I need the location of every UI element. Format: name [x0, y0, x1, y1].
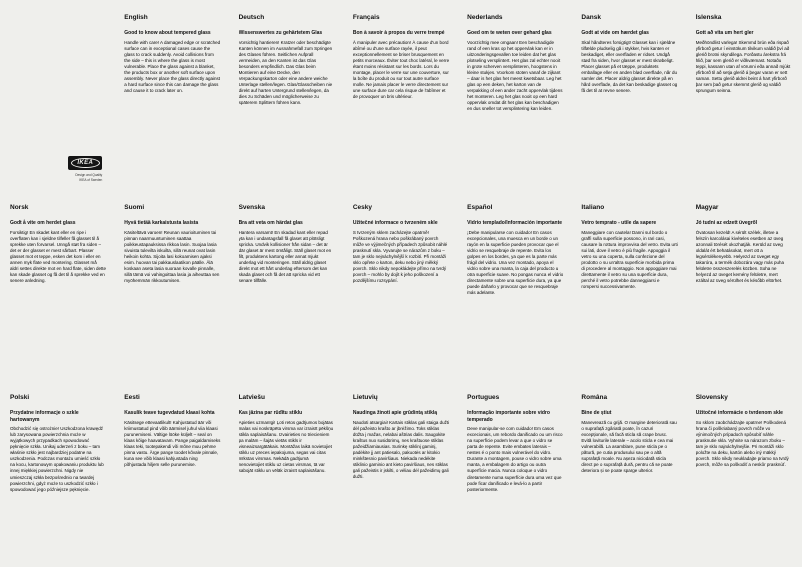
section-title: Bon à savoir à propos du verre trempé — [352, 30, 445, 36]
logo-subtext-line2: IKEA of Sweden — [79, 177, 103, 182]
section-title: Užitočné informácie o tvrdenom skle — [695, 410, 783, 416]
language-name: Dansk — [581, 14, 601, 21]
section-title: Bine de știut — [581, 410, 612, 416]
language-name: Español — [467, 204, 493, 211]
section-body: ¡Debe manipularse con cuidado! En casos excepcionales, una muesca en un borde o un rayón en la superficie pueden provocar que el vidrio se resquebraje de repente. Evita los golpes en los bordes, ya que es la parte más frágil del vidrio. Una vez montado, apoya el vidrio sobre una manta, la caja del producto u otra superficie suave. No pongas nunca el vidrio directamente sobre una superficie dura, ya que puede dañarlo y provocar que se resquebraje más adelante. — [467, 229, 564, 296]
language-name: Deutsch — [238, 14, 265, 21]
section-title: Užitečné informace o tvrzeném skle — [352, 220, 438, 226]
language-section-lietuviu — [353, 394, 449, 493]
language-section-svenska — [239, 204, 335, 394]
section-body: Handle with care! A damaged edge or scratched surface can in exceptional cases cause the glass to crack suddenly. Avoid collisions from the side – this is where the glass is most vulnerable. Place the glass against a blanket, the products box or another soft surface upon assembly. Never place the glass directly against a hard surface since this can damage the glass and cause it to crack later on. — [124, 39, 221, 93]
language-name: Nederlands — [467, 14, 503, 21]
ikea-logo-text: IKEA — [77, 160, 94, 167]
section-body: Käsitsege ettevaatlikult! Kahjustatud äär või kriimustatud pind võib äärmisel juhul viia klaasi purunemiseni. Vältige lööke küljelt – seal on klaas kõige haavatavam. Pange paigaldamiseks klaas teki, tootepakendi või mõne muu pehme pinna vastu. Ärge pange toodet kõvale pinnale, kuna see võib klaasi kahjustada ning põhjustada hiljem selle purunemise. — [124, 419, 221, 467]
language-section-portugues — [467, 394, 563, 493]
section-title: Jó tudni az edzett üvegről — [695, 220, 758, 226]
language-name: Magyar — [695, 204, 719, 211]
language-name: Portugues — [467, 394, 500, 401]
language-name: Româna — [581, 394, 608, 401]
language-section-cesky — [353, 204, 449, 394]
language-name: Suomi — [124, 204, 145, 211]
section-body: Voorzichtig mee omgaan! Een beschadigde rand of een kras op het oppervlak kan er in uitzonderingsgevallen toe leiden dat het glas plotseling versplintert. Het glas zal echter nooit in grote scherven versplinteren, hoogstens in kleine stukjes. Voorkom stoten vanaf de zijkant – daar is het glas het meest kwetsbaar. Leg het glas op een deken, het karton van de verpakking of een ander zacht oppervlak tijdens het monteren. Leg het glas nooit op een hard oppervlak omdat dit het glas kan beschadigen en dus sneller tot versplintering kan leiden. — [467, 39, 563, 112]
language-section-espanol — [467, 204, 563, 394]
language-name: Français — [352, 14, 380, 21]
language-grid — [10, 14, 792, 493]
section-body: Óvatosan kezeld! A sérült szélek, illetve a felszín karcolásai kivételes esetben az üveg azonnali törését okozhatják. Kerüld az üveg oldalát ért behatásokat, mert ott a legsérülékenyebb. Helyezd az üveget egy takaróra, a termék dobozára vagy más puha felületre összeszerelés közben. Soha ne helyezd az üveget kemény felületre, mert ezáltal az üveg sérülhet és később eltörhet. — [695, 229, 785, 283]
language-section-latviesu — [239, 394, 335, 493]
language-name: Slovensky — [695, 394, 728, 401]
language-section-slovensky — [696, 394, 792, 493]
section-body: Obchodzić się ostrożnie! Uszkodzona krawędź lub zarysowana powierzchnia może w wyjątkowych przypadkach spowodować pęknięcie szkła. Unikaj uderzeń z boku – tam właśnie szkło jest najbardziej podatne na uszkodzenia. Podczas montażu umieść szkło na kocu, kartonowym opakowaniu produktu lub innej miękkiej powierzchni. Nigdy nie umieszczaj szkła bezpośrednio na twardej powierzchni, gdyż może to uszkodzić szkło i spowodować jego późniejsze pęknięcie. — [10, 426, 104, 492]
language-section-deutsch — [239, 14, 335, 204]
section-body: S tvrzeným sklem zacházejte opatrně! Poškozená hrana nebo poškrábaný povrch může ve výjimečných případech způsobit náhlé prasknutí skla. Vyvarujte se nárazům z boku – tam je sklo nejnáchylnější k rozbití. Při montáži sklo opřete o karton, deku nebo jiný měkký povrch. Sklo nikdy nepokládejte přímo na tvrdý povrch – mohlo by dojít k jeho poškození a pozdějšímu rozsypání. — [352, 229, 448, 283]
language-section-nederlands — [467, 14, 563, 204]
section-title: Bra att veta om härdat glas — [238, 220, 303, 226]
language-section-islenska — [696, 14, 792, 204]
section-body: Forsiktig! En skadet kant eller en ripe i overflaten kan i sjeldne tilfeller få glasset til å sprekke uten forvarsel. Unngå støt fra siden – det er der glasset er mest sårbart. Plasser glasset mot et teppe, esken det kom i eller en annen myk flate ved montering. Glasset må aldri settes direkte mot en hard flate, siden dette kan skade glasset og få det til å sprekke ved en senere anledning. — [10, 229, 107, 283]
language-section-suomi — [124, 204, 220, 394]
language-section-polski — [10, 394, 106, 493]
section-body: Naudoti atsargiai! Kartais stiklas gali staiga dužti dėl pažeisto krašto ar įbrėžimo. Toks stiklas dūžta į mažas, nelabai aštrias dalis. Saugokite kraštus nuo susidūrimų, nes kraštuose stiklas pažeidžiamiausias. Surinkę stiklinį gaminį, padėkite jį ant patiesalo, pakuotės ar kitokio minkštesnio paviršiaus. Niekada nedėkite stiklinio gaminio ant kieto paviršiaus, nes stiklas gali pažeistis ir įskilti, o vėliau dėl pažeidimų gali dužti. — [352, 419, 450, 480]
section-body: Meðhöndlist varlega! Skemmd brún eða rispað yfirborð getur í einstökum tilvikum valdið því að glerið brotni skyndilega. Forðastu árekstra frá hlið, þar sem glerið er viðkvæmast. Notaðu teppi, kassann utan af vörunni eða annað mjúkt yfirborð til að setja glerið á þegar varan er sett saman. Settu glerið aldrei beint á hart yfirborð þar sem það getur skemmt glerið og valdið sprungum seinna. — [695, 39, 791, 93]
section-body: Käsiteltävä varoen! Reunan vaurioituminen tai pinnan naarmuuntuminen saattaa poikkeustapauksissa rikkoa lasin. Suojaa lasia sivuista tulevilta iskuilta, sillä reunat ovat lasin heikoin kohta. Sijoita lasi kokoamisen ajaksi esim. huovan tai pakkauslaatikon päälle. Älä koskaan aseta lasia suoraan kovalle pinnalle, sillä tämä voi vahingoittaa lasia ja aiheuttaa sen myöhemmän rikkoutumisen. — [124, 229, 220, 283]
language-name: Eesti — [124, 394, 140, 401]
language-section-magyar — [696, 204, 792, 394]
section-title: Naudinga žinoti apie grūdintą stiklą — [352, 410, 438, 416]
section-title: Vidrio templado/Información importante — [467, 220, 563, 226]
section-body: Skal håndteres forsigtigt! Glasset kan i sjældne tilfælde pludselig gå i stykker, hvis kanten er beskadiget, eller overfladen er ridset. Undgå stød fra siden, hvor glasset er mest skrøbeligt. Placer glasset på et tæppe, produktets emballage eller en anden blød overflade, når du samler det. Placer aldrig glasset direkte på en hård overflade, da det kan beskadige glasset og få det til at revne senere. — [581, 39, 678, 93]
section-body: Apieties uzmanīgi! Ļoti retos gadījumos bojātas malas vai noskrāpēta virsma var izraisīt pēkšņu stikla saplaisāšanu. Izvairieties no triecieniem pa malām – šajās vietās stikls ir visneaizsargātākais. Montāžas laikā novietojiet stiklu uz preces iepakojuma, segas vai citas mīkstas virsmas. Nekādā gadījumā nenovietojiet stiklu uz cietas virsmas, tā var sabojāt stiklu un vēlāk izraisīt saplaisāšanu. — [238, 419, 334, 473]
section-body: So sklom zaobchádzajte opatrne! Poškodená hrana či poškriabaný povrch môže vo výnimočných prípadoch spôsobiť náhle prasknutie skla. Vyhnite sa nárazom zboku – tam je sklo najnáchylnejšie. Pri montáži sklo položte na deku, kartón alebo iný mäkký povrch. Sklo nikdy neukladajte priamo na tvrdý povrch, môže sa poškodiť a neskôr prasknúť. — [695, 419, 789, 467]
section-title: Wissenswertes zu gehärtetem Glas — [238, 30, 323, 36]
section-title: Good to know about tempered glass — [124, 30, 211, 36]
language-section-norsk — [10, 204, 106, 394]
section-body: Deve manipular-se com cuidado! Em casos excecionais, um rebordo danificado ou um risco na superfície podem levar a que o vidro se parta de repente. Evite embates laterais – nestes é o ponto mais vulnerável do vidro. Durante a montagem, pouse o vidro sobre uma manta, a embalagem do artigo ou outra superfície macia. Nunca coloque o vidro diretamente numa superfície dura uma vez que pode ficar danificado e levá-lo a partir posteriormente. — [467, 426, 563, 492]
brand-block — [10, 14, 106, 204]
language-name: Norsk — [10, 204, 29, 211]
language-section-italiano — [581, 204, 677, 394]
section-title: Hyvä tietää karkaistusta lasista — [124, 220, 199, 226]
language-name: Lietuvių — [352, 394, 378, 401]
section-body: Vorsichtig hantieren! Kratzer oder beschädigte Kanten können im Ausnahmefall zum Springen des Glases führen. Seitlichen Aufprall vermeiden, an den Kanten ist das Glas besonders empfindlich. Das Glas beim Montieren auf eine Decke, den Verpackungskarton oder eine andere weiche Unterlage stellen/legen. Glas/Glasscheiben nie direkt auf harten Untergrund stellen/legen, da dies zu Schäden und möglicherweise zu späterem Splittern führen kann. — [238, 39, 333, 106]
section-title: Informação importante sobre vidro temperado — [467, 410, 550, 423]
section-title: Kasulik teave tugevdatud klaasi kohta — [124, 410, 215, 416]
language-section-eesti — [124, 394, 220, 493]
language-name: Svenska — [238, 204, 265, 211]
language-name: Íslenska — [695, 14, 722, 21]
language-name: Italiano — [581, 204, 605, 211]
section-title: Goed om te weten over gehard glas — [467, 30, 552, 36]
language-section-romana — [581, 394, 677, 493]
section-body: Maneggiare con cautela! Danni sul bordo o graffi sulla superficie possono, in rari casi, causare la rottura improvvisa del vetro. Evita urti sui lati, dove il vetro è più fragile. Appoggia il vetro su una coperta, sulla confezione del prodotto o su un'altra superficie morbida prima di procedere al montaggio. Non appoggiare mai direttamente il vetro su una superficie dura, perché il vetro potrebbe danneggiarsi e rompersi successivamente. — [581, 229, 678, 290]
language-section-english — [124, 14, 220, 204]
section-body: À manipuler avec précaution! À cause d'un bord abîmé ou d'une surface rayée, il peut exceptionnellement se briser brusquement en petits morceaux. Éviter tout choc latéral, le verre étant moins résistant sur les bords. Lors du montage, placer le verre sur une couverture, sur la boîte du produit ou sur tout autre surface molle. Ne jamais placer le verre directement sur une surface dure car cela risque de l'abîmer et de provoquer un bris ultérieur. — [352, 39, 450, 100]
section-title: Kas jāzina par rūdītu stiklu — [238, 410, 303, 416]
language-section-francais — [353, 14, 449, 204]
language-section-dansk — [581, 14, 677, 204]
logo-subtext — [75, 173, 102, 182]
section-title: Przydatne informacje o szkle hartowanym — [10, 410, 79, 423]
section-title: Godt at vide om hærdet glas — [581, 30, 649, 36]
section-title: Gott að vita um hert gler — [695, 30, 754, 36]
logo-subtext-line1: Design and Quality — [75, 173, 103, 178]
language-name: Latviešu — [238, 394, 265, 401]
section-title: Godt å vite om herdet glass — [10, 220, 76, 226]
ikea-logo-oval — [71, 158, 100, 168]
section-body: Hantera varsamt! En skadad kant eller repad yta kan i undantagsfall få glaset att plötsligt spricka. Undvik kollisioner från sidan – det är där glaset är mest ömtåligt. Ställ glaset mot en filt, produktens kartong eller annat mjukt underlag vid monteringen. Ställ aldrig glaset direkt mot ett hårt underlag eftersom det kan skada glaset och få det att spricka vid ett senare tillfälle. — [238, 229, 332, 283]
section-title: Vetro temprato - utile da sapere — [581, 220, 657, 226]
language-name: Polski — [10, 394, 30, 401]
section-body: Manevrează cu grijă. O margine deteriorată sau o suprafață zgâriată poate, în cazuri excepționale, să facă sticla să crape brusc. Evită loviturile laterale – acolo sticla e cea mai vulnerabilă. La asamblare, pune sticla pe o pătură, pe cutia produsului sau pe o altă suprafață moale. Nu așeza niciodată sticla direct pe o suprafață dură, pentru că se poate deteriora și se poate sparge ulterior. — [581, 419, 677, 473]
language-name: English — [124, 14, 148, 21]
language-name: Česky — [352, 204, 372, 211]
ikea-logo — [68, 156, 102, 170]
